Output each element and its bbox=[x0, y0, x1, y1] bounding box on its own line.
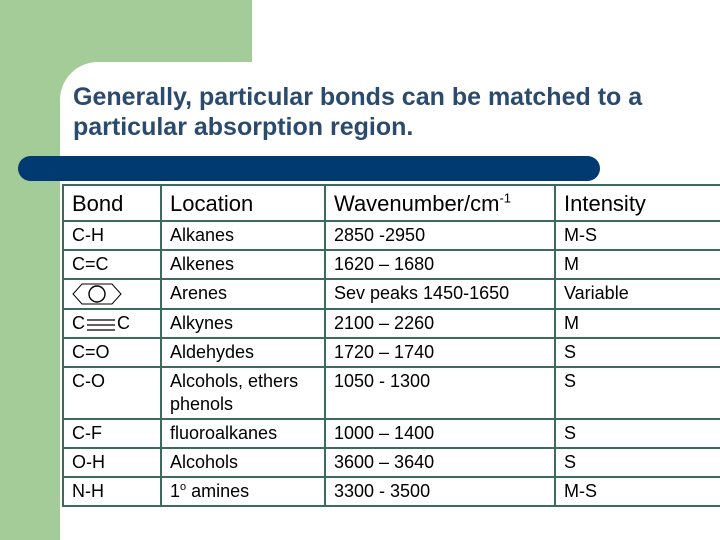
cell-bond bbox=[63, 279, 161, 309]
cell-bond: N-H bbox=[63, 477, 161, 506]
table-header-row bbox=[63, 185, 720, 221]
table-row bbox=[63, 279, 720, 309]
cell-bond: C-H bbox=[63, 221, 161, 250]
table-row bbox=[63, 448, 720, 477]
cell-wavenumber: 1620 – 1680 bbox=[325, 250, 555, 279]
ir-absorption-table bbox=[62, 184, 720, 507]
cell-bond: C=O bbox=[63, 338, 161, 367]
cell-wavenumber: Sev peaks 1450-1650 bbox=[325, 279, 555, 309]
cell-intensity: M-S bbox=[555, 477, 720, 506]
cell-wavenumber: 1000 – 1400 bbox=[325, 419, 555, 448]
slide-title: Generally, particular bonds can be matched to a particular absorption region. bbox=[73, 83, 643, 141]
cell-location bbox=[161, 477, 325, 506]
benzene-ring-icon bbox=[72, 282, 122, 306]
table-row bbox=[63, 367, 720, 419]
cell-intensity: M-S bbox=[555, 221, 720, 250]
cell-intensity: M bbox=[555, 309, 720, 338]
bond-atom-right: C bbox=[117, 313, 130, 334]
cell-wavenumber: 2850 -2950 bbox=[325, 221, 555, 250]
cell-location: Alkenes bbox=[161, 250, 325, 279]
table-row bbox=[63, 250, 720, 279]
location-line-1: Alcohols, ethers bbox=[170, 371, 299, 392]
cell-location: Arenes bbox=[161, 279, 325, 309]
cell-intensity: S bbox=[555, 419, 720, 448]
cell-bond: C=C bbox=[63, 250, 161, 279]
header-bond: Bond bbox=[63, 185, 161, 221]
cell-wavenumber: 1720 – 1740 bbox=[325, 338, 555, 367]
table-row bbox=[63, 477, 720, 506]
cell-bond: O-H bbox=[63, 448, 161, 477]
location-line-2: phenols bbox=[170, 394, 234, 415]
bond-atom-left: C bbox=[72, 313, 85, 334]
cell-bond: C-F bbox=[63, 419, 161, 448]
cell-location: fluoroalkanes bbox=[161, 419, 325, 448]
cell-wavenumber: 2100 – 2260 bbox=[325, 309, 555, 338]
header-wavenumber-exponent: -1 bbox=[499, 190, 512, 206]
header-intensity: Intensity bbox=[555, 185, 720, 221]
table-row bbox=[63, 221, 720, 250]
cell-location bbox=[161, 367, 325, 419]
cell-intensity: Variable bbox=[555, 279, 720, 309]
cell-intensity: S bbox=[555, 338, 720, 367]
cell-bond bbox=[63, 309, 161, 338]
table-row bbox=[63, 338, 720, 367]
location-prefix: 1 bbox=[170, 481, 181, 502]
title-underline-bar bbox=[18, 156, 600, 181]
table-row bbox=[63, 419, 720, 448]
cell-location: Aldehydes bbox=[161, 338, 325, 367]
cell-wavenumber: 3300 - 3500 bbox=[325, 477, 555, 506]
cell-location: Alkynes bbox=[161, 309, 325, 338]
location-superscript: o bbox=[180, 481, 187, 494]
cell-location: Alkanes bbox=[161, 221, 325, 250]
header-wavenumber-label: Wavenumber/cm bbox=[334, 191, 500, 216]
cell-intensity: M bbox=[555, 250, 720, 279]
cell-intensity: S bbox=[555, 448, 720, 477]
cell-wavenumber: 3600 – 3640 bbox=[325, 448, 555, 477]
header-location: Location bbox=[161, 185, 325, 221]
location-suffix: amines bbox=[186, 481, 250, 502]
cell-location: Alcohols bbox=[161, 448, 325, 477]
triple-bond-icon bbox=[87, 318, 115, 332]
cell-bond: C-O bbox=[63, 367, 161, 419]
header-wavenumber bbox=[325, 185, 555, 221]
cell-wavenumber: 1050 - 1300 bbox=[325, 367, 555, 419]
cell-intensity: S bbox=[555, 367, 720, 419]
table-row bbox=[63, 309, 720, 338]
